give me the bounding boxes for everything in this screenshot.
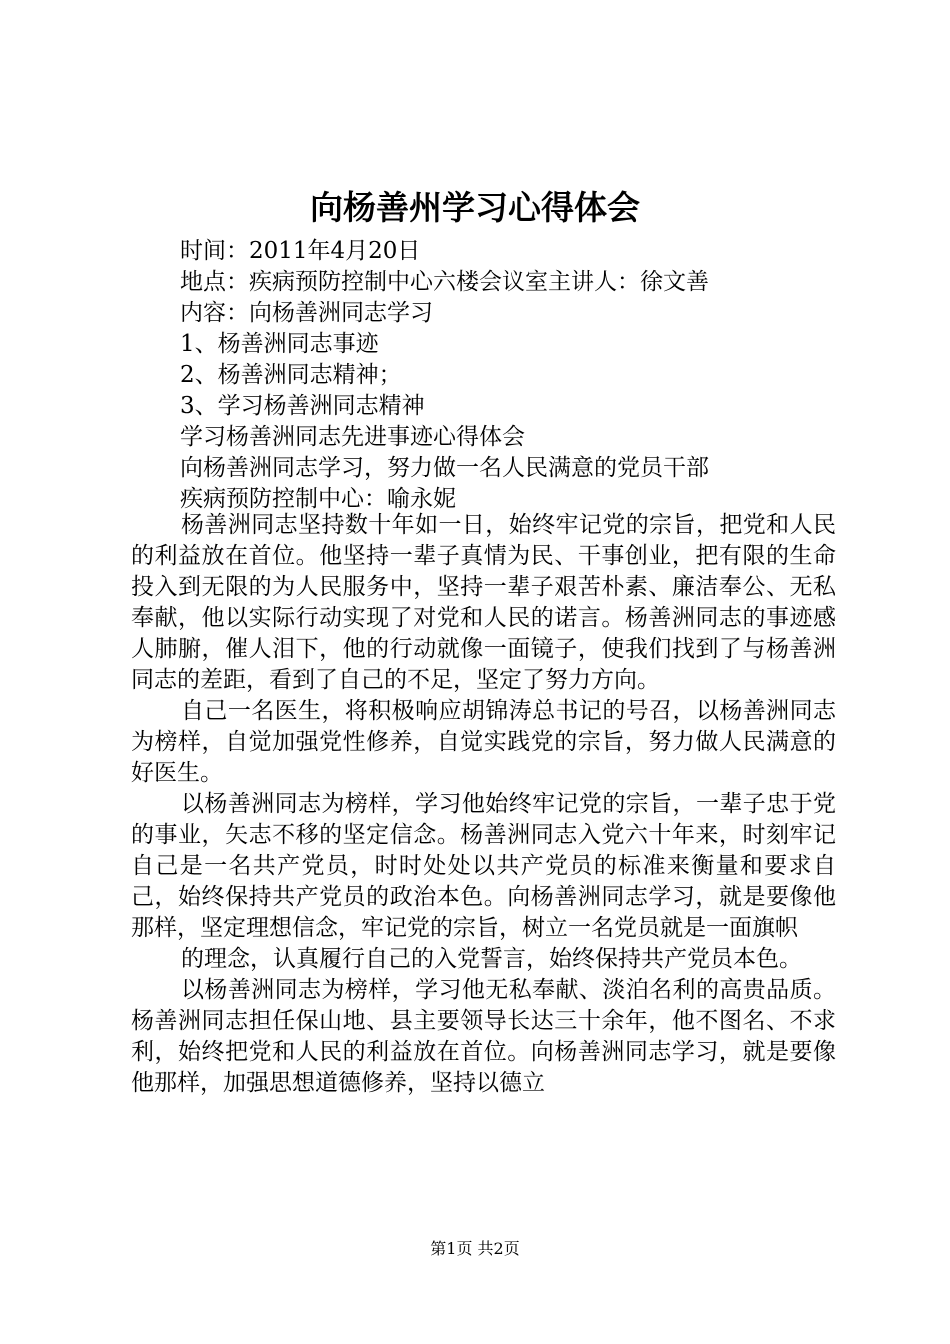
meta-line-time: 时间：2011年4月20日 (180, 238, 421, 264)
meta-line-location: 地点：疾病预防控制中心六楼会议室主讲人：徐文善 (180, 269, 709, 295)
document-title: 向杨善州学习心得体会 (310, 188, 640, 227)
paragraph-1: 杨善洲同志坚持数十年如一日，始终牢记党的宗旨，把党和人民的利益放在首位。他坚持一辈子真情为民、干事创业，把有限的生命投入到无限的为人民服务中，坚持一辈子艰苦朴素、廉洁奉公、无私奉献，他以实际行动实现了对党和人民的诺言。杨善洲同志的事迹感人肺腑，催人泪下，他的行动就像一面镜子，使我们找到了与杨善洲同志的差距，看到了自己的不足，坚定了努力方向。 (131, 512, 836, 693)
page-footer: 第1页 共2页 (430, 1239, 520, 1258)
paragraph-3: 以杨善洲同志为榜样，学习他始终牢记党的宗旨，一辈子忠于党的事业，矢志不移的坚定信念。杨善洲同志入党六十年来，时刻牢记自己是一名共产党员，时时处处以共产党员的标准来衡量和要求自己，始终保持共产党员的政治本色。向杨善洲同志学习，就是要像他那样，坚定理想信念，牢记党的宗旨，树立一名党员就是一面旗帜 (131, 791, 836, 941)
paragraph-4: 以杨善洲同志为榜样，学习他无私奉献、淡泊名利的高贵品质。杨善洲同志担任保山地、县主要领导长达三十余年，他不图名、不求利，始终把党和人民的利益放在首位。向杨善洲同志学习，就是要像他那样，加强思想道德修养，坚持以德立 (131, 977, 836, 1096)
meta-line-author: 疾病预防控制中心：喻永妮 (180, 486, 456, 512)
meta-line-item-1: 1、杨善洲同志事迹 (180, 331, 379, 357)
meta-line-subtitle: 学习杨善洲同志先进事迹心得体会 (180, 424, 525, 450)
meta-line-heading: 向杨善洲同志学习，努力做一名人民满意的党员干部 (180, 455, 709, 481)
meta-line-item-3: 3、学习杨善洲同志精神 (180, 393, 425, 419)
meta-line-content: 内容：向杨善洲同志学习 (180, 300, 433, 326)
body-text (131, 510, 836, 1099)
meta-line-item-2: 2、杨善洲同志精神； (180, 362, 402, 388)
paragraph-2: 自己一名医生，将积极响应胡锦涛总书记的号召，以杨善洲同志为榜样，自觉加强党性修养，自觉实践党的宗旨，努力做人民满意的好医生。 (131, 698, 836, 786)
paragraph-3-continued: 的理念，认真履行自己的入党誓言，始终保持共产党员本色。 (181, 946, 802, 972)
meta-block (180, 236, 860, 515)
